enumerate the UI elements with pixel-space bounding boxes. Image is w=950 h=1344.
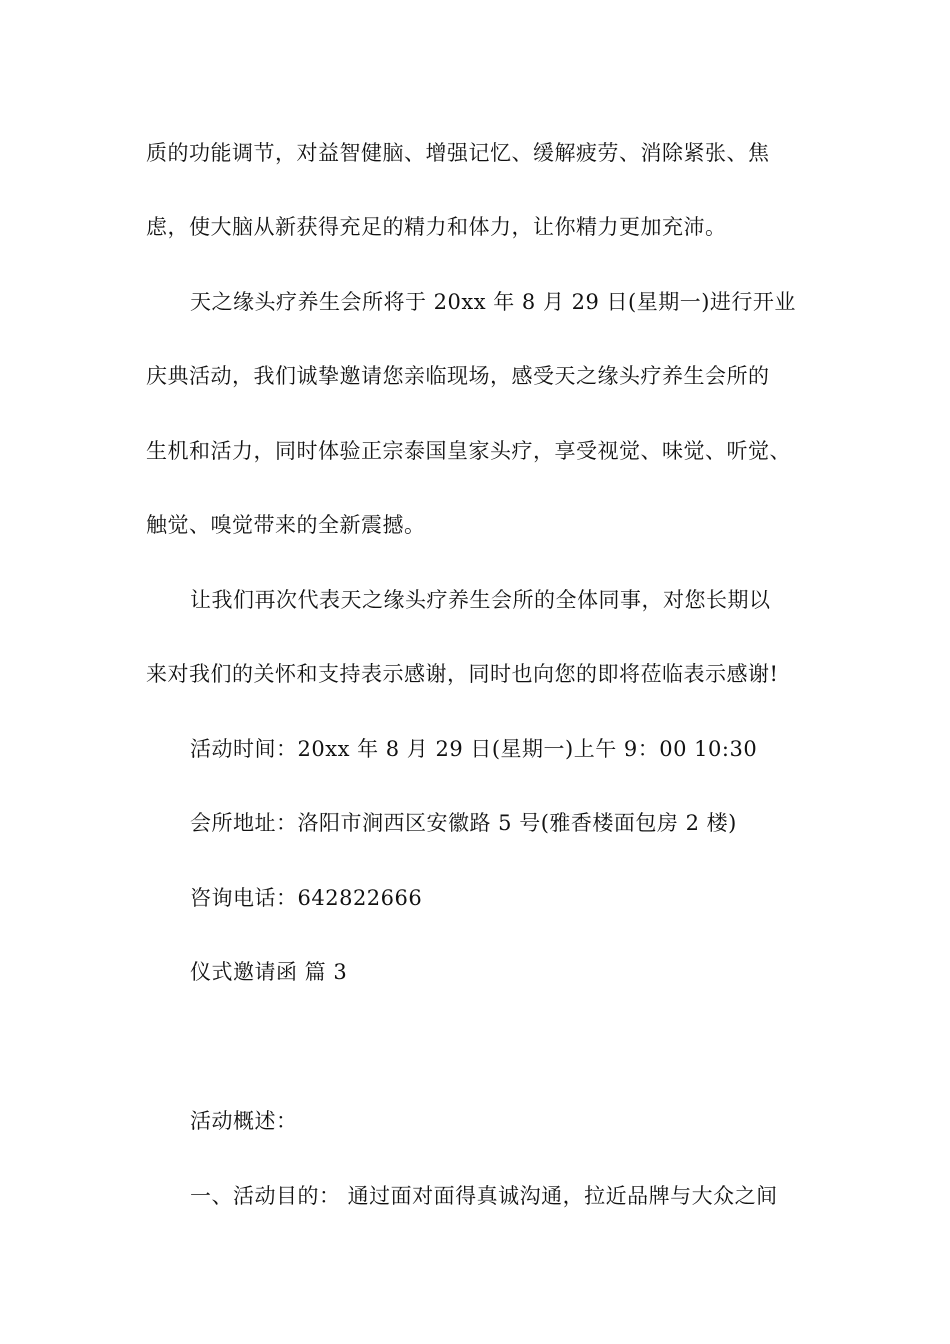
paragraph-line: 天之缘头疗养生会所将于 20xx 年 8 月 29 日(星期一)进行开业 — [190, 290, 796, 314]
paragraph-line: 质的功能调节，对益智健脑、增强记忆、缓解疲劳、消除紧张、焦 — [146, 141, 770, 165]
event-time-line: 活动时间：20xx 年 8 月 29 日(星期一)上午 9：00 10:30 — [190, 737, 758, 761]
paragraph-line: 生机和活力，同时体验正宗泰国皇家头疗，享受视觉、味觉、听觉、 — [146, 439, 791, 463]
venue-address-line: 会所地址：洛阳市涧西区安徽路 5 号(雅香楼面包房 2 楼) — [190, 811, 737, 835]
section-heading: 仪式邀请函 篇 3 — [190, 960, 348, 984]
paragraph-line: 让我们再次代表天之缘头疗养生会所的全体同事，对您长期以 — [190, 588, 771, 612]
paragraph-line: 虑，使大脑从新获得充足的精力和体力，让你精力更加充沛。 — [146, 215, 727, 239]
contact-phone-line: 咨询电话：642822666 — [190, 886, 423, 910]
paragraph-line: 来对我们的关怀和支持表示感谢，同时也向您的即将莅临表示感谢! — [146, 662, 779, 686]
paragraph-line: 庆典活动，我们诚挚邀请您亲临现场，感受天之缘头疗养生会所的 — [146, 364, 770, 388]
paragraph-line: 一、活动目的： 通过面对面得真诚沟通，拉近品牌与大众之间 — [190, 1184, 778, 1208]
subsection-heading: 活动概述： — [190, 1109, 298, 1133]
paragraph-line: 触觉、嗅觉带来的全新震撼。 — [146, 513, 426, 537]
